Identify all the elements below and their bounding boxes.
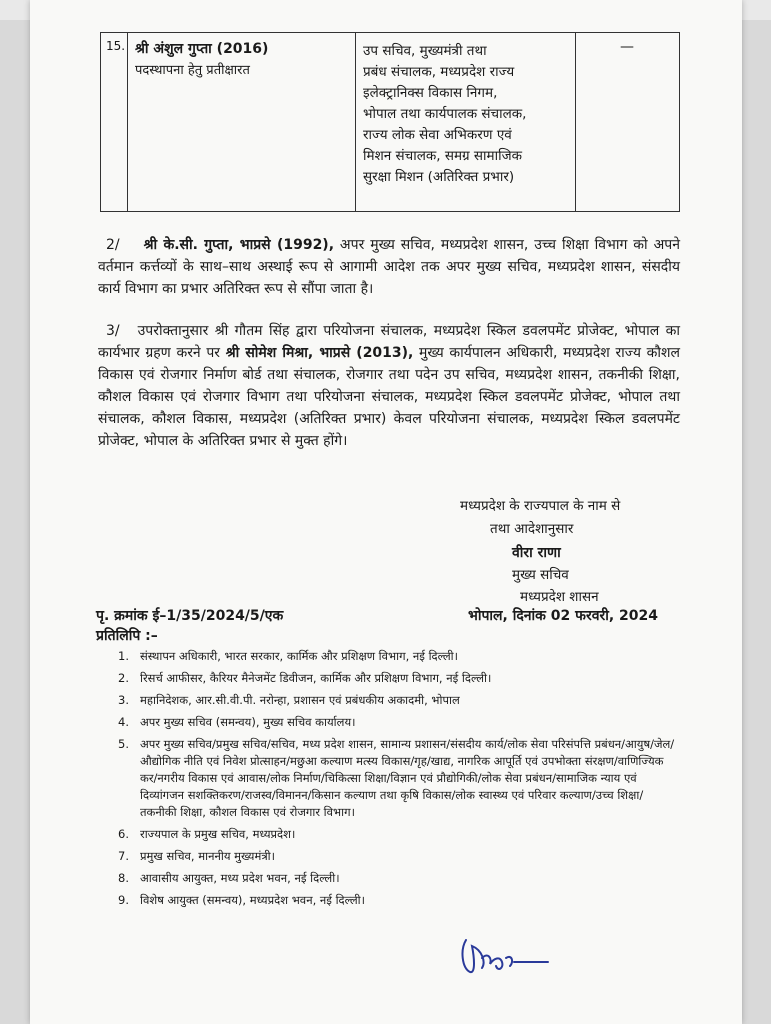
posting-line: सुरक्षा मिशन (अतिरिक्त प्रभार) — [363, 169, 515, 185]
signatory-office: मध्यप्रदेश शासन — [520, 589, 599, 605]
date-line: भोपाल, दिनांक 02 फरवरी, 2024 — [468, 608, 658, 624]
paragraph-2 — [98, 234, 680, 300]
serial-number: 15. — [106, 39, 126, 53]
posting-line: मिशन संचालक, समग्र सामाजिक — [363, 148, 523, 164]
signatory-name: वीरा राणा — [512, 545, 561, 561]
list-item: 4. अपर मुख्य सचिव (समन्वय), मुख्य सचिव कार्यालय। — [118, 715, 356, 729]
list-item: 6. राज्यपाल के प्रमुख सचिव, मध्यप्रदेश। — [118, 827, 296, 841]
list-item: 1. संस्थापन अधिकारी, भारत सरकार, कार्मिक और प्रशिक्षण विभाग, नई दिल्ली। — [118, 649, 458, 663]
para-number: 3/ — [106, 323, 120, 339]
serial-cell — [101, 33, 128, 211]
reference-number: पृ. क्रमांक ई–1/35/2024/5/एक — [96, 608, 284, 624]
list-item: 5. अपर मुख्य सचिव/प्रमुख सचिव/सचिव, मध्य प्रदेश शासन, सामान्य प्रशासन/संसदीय कार्य/लोक सेवा परिसंपत्ति प्रबंधन/आयुष/जेल/औद्योगिक नीति एवं निवेश प्रोत्साहन/मछुआ कल्याण मत्स्य विकास/गृह/खाद्य, नागरिक आपूर्ति एवं उपभोक्ता संरक्षण/वाणिज्यिक कर/नगरीय विकास एवं आवास/लोक निर्माण/चिकित्सा शिक्षा/विज्ञान एवं प्रौद्योगिकी/लोक सेवा प्रबंधन/सामाजिक न्याय एवं दिव्यांगजन सशक्तिकरण/राजस्व/विमानन/किसान कल्याण तथा कृषि विकास/लोक स्वास्थ्य एवं परिवार कल्याण/उच्च शिक्षा/तकनीकी शिक्षा, कौशल विकास एवं रोजगार विभाग। — [118, 737, 675, 819]
handwritten-signature — [452, 928, 562, 988]
para-text: उपरोक्तानुसार श्री गौतम सिंह द्वारा परियोजना संचालक, मध्यप्रदेश स्किल डवलपमेंट प्रोजेक्ट, भोपाल का कार्यभार ग्रहण करने पर — [98, 323, 680, 361]
posting-line: भोपाल तथा कार्यपालक संचालक, — [363, 106, 527, 122]
officer-name-bold: श्री के.सी. गुप्ता, भाप्रसे (1992), — [143, 237, 335, 253]
list-item: 2. रिसर्च आफीसर, कैरियर मैनेजमेंट डिवीजन, कार्मिक और प्रशिक्षण विभाग, नई दिल्ली। — [118, 671, 492, 685]
posting-line: इलेक्ट्रानिक्स विकास निगम, — [363, 85, 498, 101]
officer-table — [100, 32, 680, 212]
paragraph-3 — [98, 320, 680, 452]
para-number: 2/ — [106, 237, 120, 253]
list-item: 7. प्रमुख सचिव, माननीय मुख्यमंत्री। — [118, 849, 276, 863]
authority-line: मध्यप्रदेश के राज्यपाल के नाम से — [460, 498, 621, 514]
para-text: अपर मुख्य सचिव, मध्यप्रदेश शासन, उच्च शिक्षा विभाग को अपने वर्तमान कर्त्तव्यों के साथ–साथ अस्थाई रूप से आगामी आदेश तक अपर मुख्य सचिव, मध्यप्रदेश शासन, संसदीय कार्य विभाग का प्रभार अतिरिक्त रूप से सौंपा जाता है। — [98, 237, 681, 297]
name-cell — [127, 33, 356, 211]
remark: — — [620, 39, 634, 55]
order-line: तथा आदेशानुसार — [490, 521, 574, 537]
officer-status: पदस्थापना हेतु प्रतीक्षारत — [135, 63, 250, 78]
posting-cell — [355, 33, 576, 211]
list-item: 9. विशेष आयुक्त (समन्वय), मध्यप्रदेश भवन, नई दिल्ली। — [118, 893, 365, 907]
officer-name: श्री अंशुल गुप्ता (2016) — [135, 41, 269, 57]
copy-heading: प्रतिलिपि :– — [96, 628, 158, 644]
copy-list — [118, 648, 678, 914]
remark-cell — [575, 33, 679, 211]
list-item: 8. आवासीय आयुक्त, मध्य प्रदेश भवन, नई दिल्ली। — [118, 871, 340, 885]
posting-line: राज्य लोक सेवा अभिकरण एवं — [363, 127, 512, 143]
posting-line: उप सचिव, मुख्यमंत्री तथा — [363, 43, 487, 59]
officer-name-bold: श्री सोमेश मिश्रा, भाप्रसे (2013), — [225, 345, 414, 361]
posting-line: प्रबंध संचालक, मध्यप्रदेश राज्य — [363, 64, 515, 80]
signatory-designation: मुख्य सचिव — [512, 567, 569, 583]
list-item: 3. महानिदेशक, आर.सी.वी.पी. नरोन्हा, प्रशासन एवं प्रबंधकीय अकादमी, भोपाल — [118, 693, 460, 707]
para-text: मुख्य कार्यपालन अधिकारी, मध्यप्रदेश राज्य कौशल विकास एवं रोजगार निर्माण बोर्ड तथा संचालक, रोजगार तथा पदेन उप सचिव, मध्यप्रदेश शासन, तकनीकी शिक्षा, कौशल विकास एवं रोजगार विभाग तथा परियोजना संचालक, मध्यप्रदेश स्किल डवलपमेंट प्रोजेक्ट, भोपाल तथा संचालक, कौशल विकास, मध्यप्रदेश (अतिरिक्त प्रभार) केवल परियोजना संचालक, मध्यप्रदेश स्किल डवलपमेंट प्रोजेक्ट, भोपाल के अतिरिक्त प्रभार से मुक्त होंगे। — [98, 345, 680, 449]
